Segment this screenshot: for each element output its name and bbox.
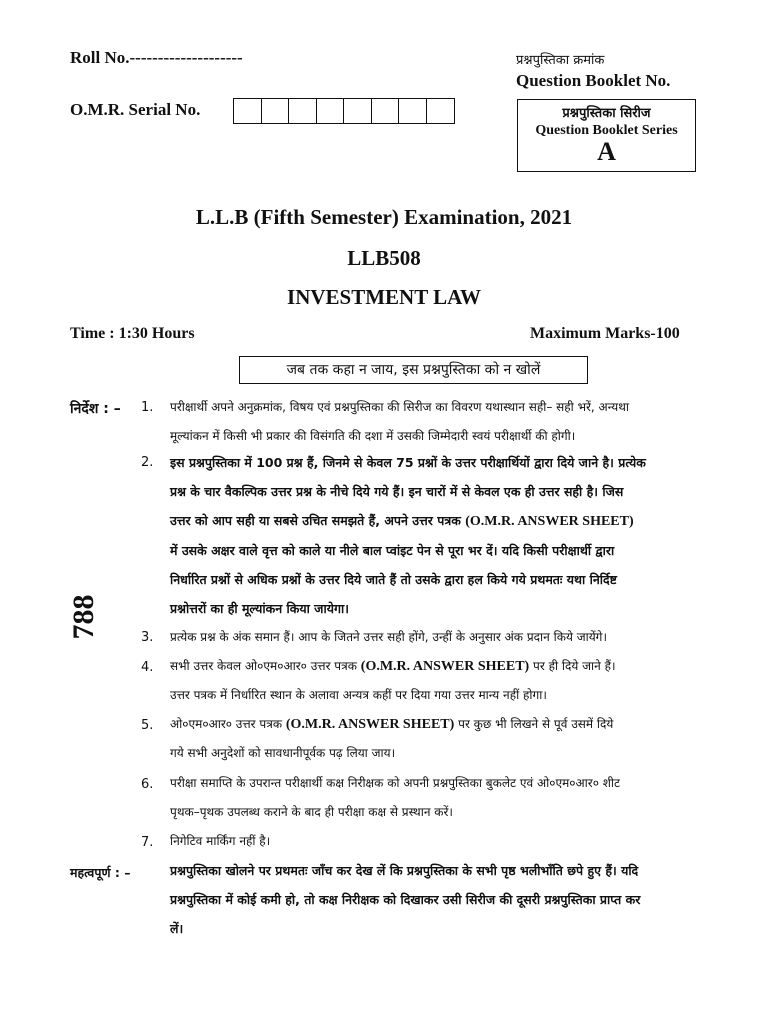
omr-serial-label: O.M.R. Serial No. [70, 100, 201, 119]
exam-title: L.L.B (Fifth Semester) Examination, 2021 [195, 205, 573, 229]
series-label: Question Booklet Series [535, 123, 678, 138]
instruction-line: निर्धारित प्रश्नों से अधिक प्रश्नों के उत्तर दिये जाते हैं तो उसके द्वारा हल किये गये प्रथमतः यथा निर्दिष्ट [170, 572, 617, 587]
instruction-line: में उसके अक्षर वाले वृत्त को काले या नीले बाल प्वांइट पेन से पूरा भर दें। यदि किसी परीक्षार्थी द्वारा [170, 543, 615, 558]
instruction-line: इस प्रश्नपुस्तिका में 100 प्रश्न हैं, जिनमे से केवल 75 प्रश्नों के उत्तर परीक्षार्थियों द्वारा दिये जाने है। प्रत्येक [170, 455, 646, 470]
instruction-1 [170, 393, 700, 451]
series-hindi: प्रश्नपुस्तिका सिरीज [562, 106, 651, 121]
omr-answer-sheet-text: (O.M.R. ANSWER SHEET) [285, 717, 455, 732]
omr-box [262, 99, 290, 123]
instruction-line [170, 652, 700, 681]
omr-box [344, 99, 372, 123]
instruction-text: उत्तर को आप सही या सबसे उचित समझते हैं, अपने उत्तर पत्रक [170, 513, 461, 528]
instruction-line: परीक्षार्थी अपने अनुक्रमांक, विषय एवं प्रश्नपुस्तिका की सिरीज का विवरण यथास्थान सही– सही भरें, अन्यथा [170, 400, 629, 414]
instruction-number: 7. [141, 835, 154, 850]
instruction-line: गये सभी अनुदेशों को सावधानीपूर्वक पढ़ लिया जाय। [170, 746, 396, 760]
instruction-text: ओ०एम०आर० उत्तर पत्रक [170, 717, 283, 731]
omr-answer-sheet-text: (O.M.R. ANSWER SHEET) [360, 659, 530, 674]
instruction-text: पर ही दिये जाने हैं। [533, 659, 616, 673]
omr-box [399, 99, 427, 123]
instruction-text: पर कुछ भी लिखने से पूर्व उसमें दिये [458, 717, 614, 731]
instructions-label: निर्देश : – [70, 401, 121, 417]
instruction-line: प्रश्न के चार वैकल्पिक उत्तर प्रश्न के नीचे दिये गये हैं। इन चारों में से केवल एक ही उत्तर सही है। जिस [170, 484, 624, 499]
instruction-line: उत्तर पत्रक में निर्धारित स्थान के अलावा अन्यत्र कहीं पर दिया गया उत्तर मान्य नहीं होगा। [170, 688, 547, 702]
instruction-2 [170, 448, 700, 623]
instruction-4 [170, 652, 700, 710]
warning-box: जब तक कहा न जाय, इस प्रश्नपुस्तिका को न खोलें [239, 356, 588, 384]
instruction-line [170, 710, 700, 739]
omr-box [427, 99, 455, 123]
important-line: प्रश्नपुस्तिका खोलने पर प्रथमतः जाँच कर देख लें कि प्रश्नपुस्तिका के सभी पृष्ठ भलीभाँति छपे हुए हैं। यदि [170, 863, 639, 878]
instruction-line: मूल्यांकन में किसी भी प्रकार की विसंगति की दशा में उसकी जिम्मेदारी स्वयं परीक्षार्थी की होगी। [170, 429, 576, 443]
instruction-text: सभी उत्तर केवल ओ०एम०आर० उत्तर पत्रक [170, 659, 357, 673]
omr-box [289, 99, 317, 123]
instruction-number: 5. [141, 718, 154, 733]
instruction-number: 4. [141, 660, 154, 675]
series-letter: A [597, 137, 616, 166]
side-number: 788 [67, 594, 100, 640]
omr-box [234, 99, 262, 123]
roll-no-field: Roll No.-------------------- [70, 48, 243, 67]
important-note [170, 856, 700, 943]
omr-answer-sheet-text: (O.M.R. ANSWER SHEET) [465, 514, 634, 529]
max-marks: Maximum Marks-100 [530, 325, 680, 342]
instruction-line [170, 506, 700, 536]
omr-box [372, 99, 400, 123]
exam-subject: INVESTMENT LAW [287, 285, 481, 309]
omr-serial-boxes [233, 98, 455, 124]
important-label: महत्वपूर्ण : – [70, 865, 131, 880]
instruction-number: 2. [141, 455, 154, 470]
important-line: लें। [170, 921, 184, 936]
instruction-5 [170, 710, 700, 768]
instruction-line: परीक्षा समाप्ति के उपरान्त परीक्षार्थी कक्ष निरीक्षक को अपनी प्रश्नपुस्तिका बुकलेट एवं ओ०एम०आर० शीट [170, 776, 621, 790]
instruction-line: प्रत्येक प्रश्न के अंक समान हैं। आप के जितने उत्तर सही होंगे, उन्हीं के अनुसार अंक प्रदान किये जायेंगे। [170, 630, 607, 644]
exam-code: LLB508 [347, 246, 421, 270]
instruction-number: 6. [141, 777, 154, 792]
instruction-line: पृथक–पृथक उपलब्ध कराने के बाद ही परीक्षा कक्ष से प्रस्थान करें। [170, 805, 453, 819]
instruction-line: प्रश्नोत्तरों का ही मूल्यांकन किया जायेगा। [170, 601, 349, 616]
instruction-number: 1. [141, 400, 154, 415]
exam-time: Time : 1:30 Hours [70, 325, 195, 342]
booklet-no-hindi: प्रश्नपुस्तिका क्रमांक [516, 53, 605, 68]
instruction-line: निगेटिव मार्किंग नहीं है। [170, 834, 271, 848]
important-line: प्रश्नपुस्तिका में कोई कमी हो, तो कक्ष निरीक्षक को दिखाकर उसी सिरीज की दूसरी प्रश्नपुस्तिका प्राप्त कर [170, 892, 641, 907]
series-box [517, 99, 696, 172]
instruction-7 [170, 827, 700, 856]
omr-box [317, 99, 345, 123]
instruction-3 [170, 623, 700, 652]
instruction-6 [170, 769, 700, 827]
instruction-number: 3. [141, 630, 154, 645]
booklet-no-label: Question Booklet No. [516, 71, 671, 90]
